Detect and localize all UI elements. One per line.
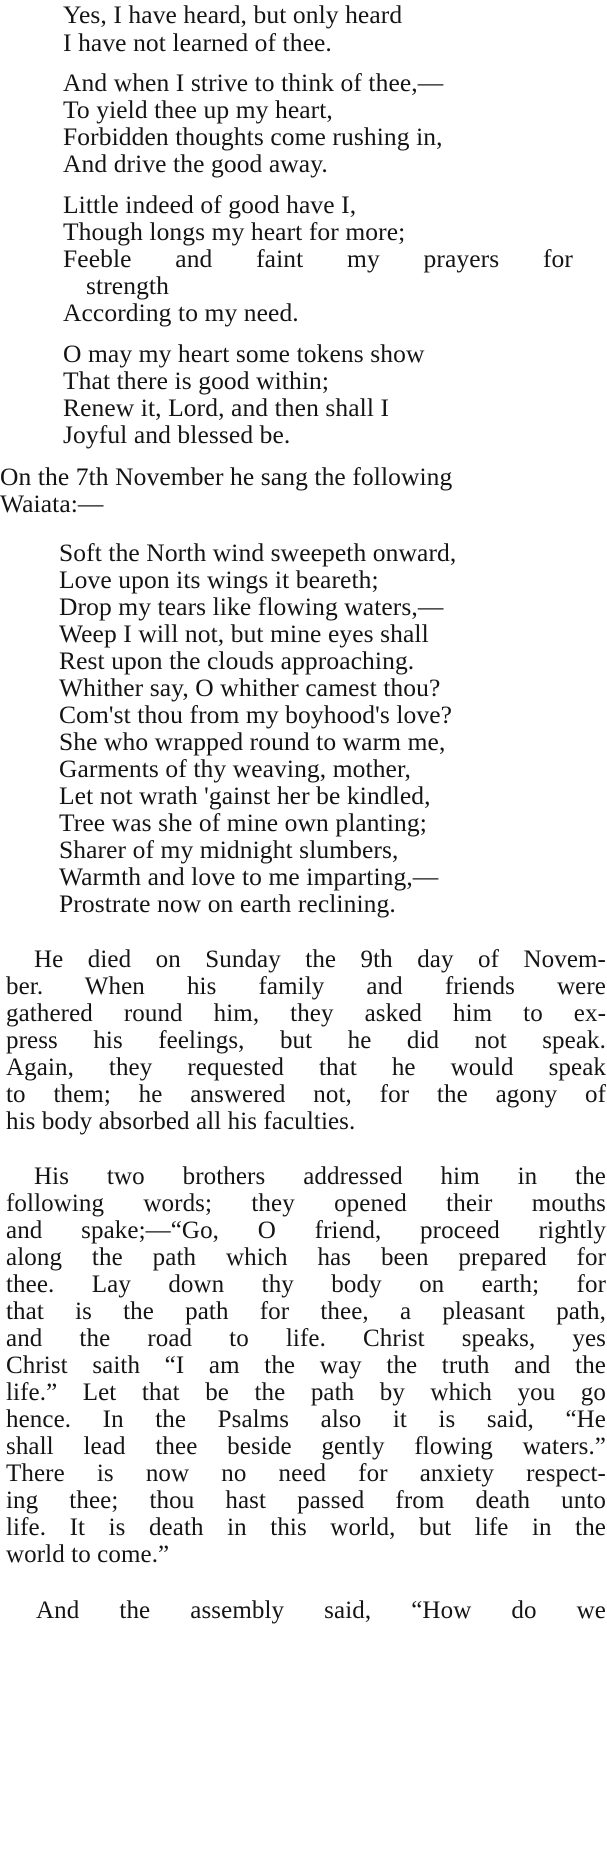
paragraph-line: He died on Sunday the 9th day of Novem- [34, 946, 606, 973]
poem-line: strength [86, 271, 169, 300]
poem-line: And when I strive to think of thee,— [63, 68, 444, 97]
waiata-line: Sharer of my midnight slumbers, [59, 835, 399, 864]
waiata-line: Garments of thy weaving, mother, [59, 754, 412, 783]
paragraph-line: that is the path for thee, a pleasant path, [6, 1298, 606, 1325]
paragraph-line: life.” Let that be the path by which you go [6, 1379, 606, 1406]
poem-line: I have not learned of thee. [63, 28, 332, 57]
paragraph-line: There is now no need for anxiety respect- [6, 1460, 606, 1487]
poem-line: And drive the good away. [63, 149, 328, 178]
paragraph-line: Again, they requested that he would speak [6, 1054, 606, 1081]
paragraph-line: to them; he answered not, for the agony of [6, 1081, 606, 1108]
poem-line: Yes, I have heard, but only heard [63, 0, 403, 29]
paragraph-line: his body absorbed all his faculties. [6, 1108, 356, 1135]
waiata-line: Tree was she of mine own planting; [59, 808, 427, 837]
waiata-line: She who wrapped round to warm me, [59, 727, 446, 756]
paragraph-line: life. It is death in this world, but life in the [6, 1514, 606, 1541]
paragraph-line: along the path which has been prepared for [6, 1244, 606, 1271]
waiata-line: Let not wrath 'gainst her be kindled, [59, 781, 431, 810]
poem-line: Though longs my heart for more; [63, 217, 406, 246]
paragraph-line: gathered round him, they asked him to ex- [6, 1000, 606, 1027]
poem-line: Forbidden thoughts come rushing in, [63, 122, 443, 151]
waiata-line: Com'st thou from my boyhood's love? [59, 700, 453, 729]
paragraph-line: and the road to life. Christ speaks, yes [6, 1325, 606, 1352]
waiata-line: Soft the North wind sweepeth onward, [59, 538, 457, 567]
waiata-line: Warmth and love to me imparting,— [59, 862, 439, 891]
paragraph-line: following words; they opened their mouths [6, 1190, 606, 1217]
poem-line: According to my need. [63, 298, 299, 327]
waiata-line: Prostrate now on earth reclining. [59, 889, 396, 918]
paragraph-line: shall lead thee beside gently flowing waters.” [6, 1433, 606, 1460]
waiata-line: Drop my tears like flowing waters,— [59, 592, 444, 621]
waiata-line: Whither say, O whither camest thou? [59, 673, 441, 702]
paragraph-line: And the assembly said, “How do we [36, 1597, 606, 1624]
paragraph-line: press his feelings, but he did not speak. [6, 1027, 606, 1054]
paragraph-line: Christ saith “I am the way the truth and the [6, 1352, 606, 1379]
paragraph-line: His two brothers addressed him in the [34, 1163, 606, 1190]
waiata-line: Weep I will not, but mine eyes shall [59, 619, 429, 648]
waiata-line: Love upon its wings it beareth; [59, 565, 379, 594]
intro-line: On the 7th November he sang the following [0, 462, 453, 491]
poem-line: Renew it, Lord, and then shall I [63, 393, 390, 422]
poem-line: That there is good within; [63, 366, 330, 395]
intro-line: Waiata:— [0, 489, 104, 518]
paragraph-line: thee. Lay down thy body on earth; for [6, 1271, 606, 1298]
poem-line: Feeble and faint my prayers for [63, 244, 573, 273]
paragraph-line: hence. In the Psalms also it is said, “He [6, 1406, 606, 1433]
poem-line: To yield thee up my heart, [63, 95, 333, 124]
paragraph-line: ber. When his family and friends were [6, 973, 606, 1000]
waiata-line: Rest upon the clouds approaching. [59, 646, 415, 675]
paragraph-line: and spake;—“Go, O friend, proceed rightly [6, 1217, 606, 1244]
poem-line: Little indeed of good have I, [63, 190, 357, 219]
paragraph-line: ing thee; thou hast passed from death unto [6, 1487, 606, 1514]
poem-line: Joyful and blessed be. [63, 420, 291, 449]
paragraph-line: world to come.” [6, 1541, 170, 1568]
poem-line: O may my heart some tokens show [63, 339, 425, 368]
